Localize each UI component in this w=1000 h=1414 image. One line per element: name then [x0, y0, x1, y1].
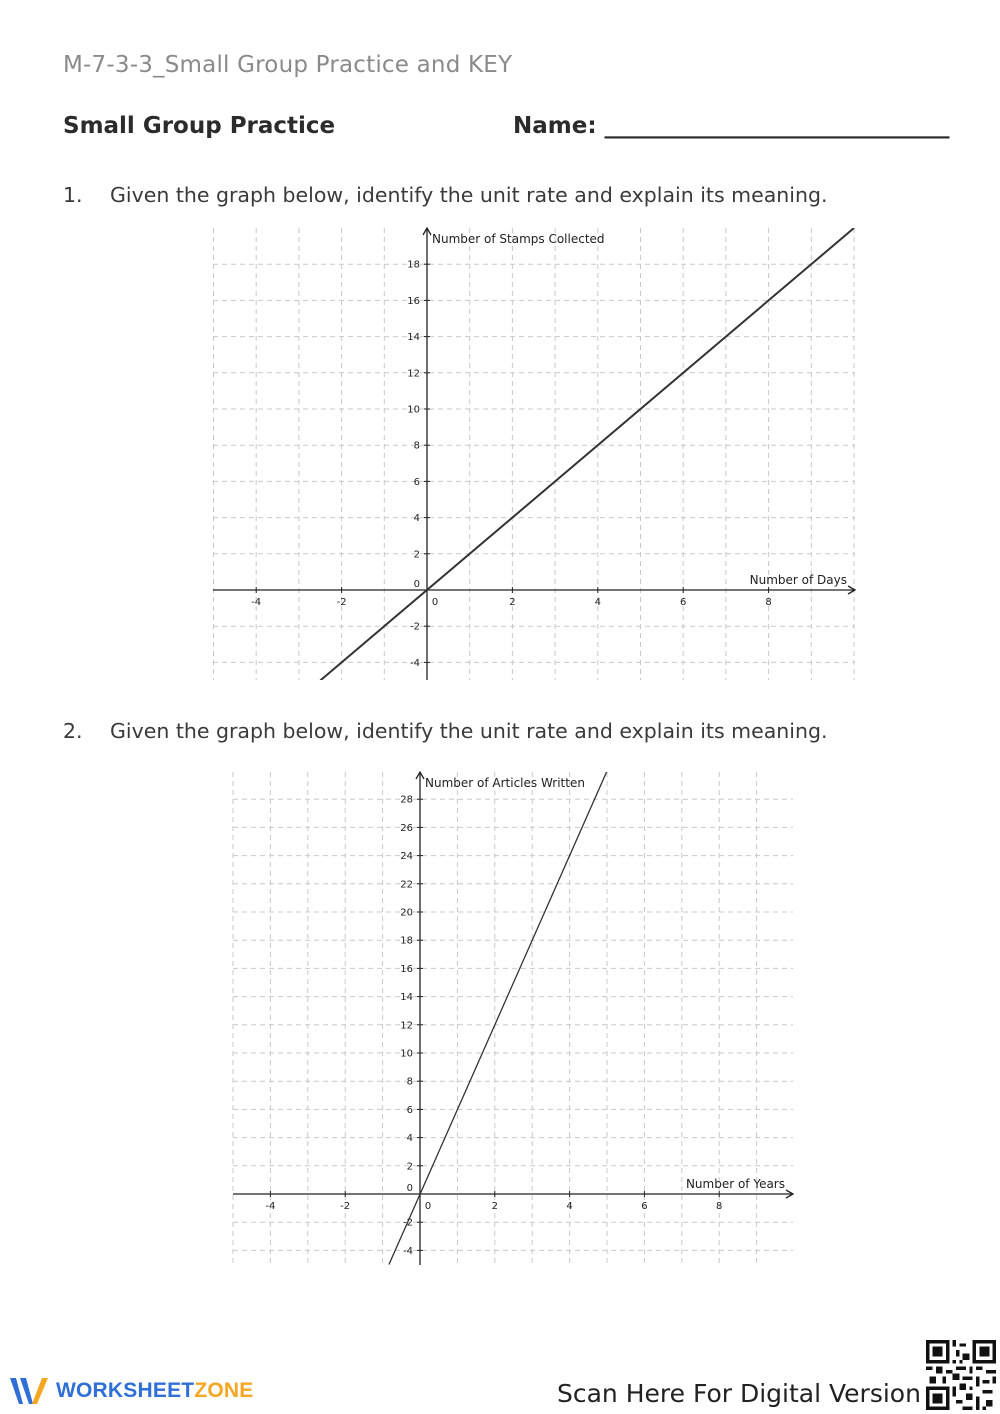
doc-id: M-7-3-3_Small Group Practice and KEY [63, 52, 513, 78]
y-tick-label: -2 [410, 621, 420, 633]
y-tick-label: -4 [410, 657, 420, 669]
y-axis-label: Number of Stamps Collected [432, 232, 605, 246]
grid [233, 772, 793, 1265]
y-tick-label: 4 [406, 1133, 413, 1145]
x-axis-label: Number of Days [749, 573, 847, 587]
y-tick-label: 12 [407, 368, 420, 380]
y-tick-label: 0 [406, 1183, 413, 1194]
data-line [389, 771, 607, 1265]
y-tick-label: 0 [413, 579, 420, 590]
x-tick-label: 2 [491, 1201, 498, 1212]
y-tick-label: 18 [400, 935, 413, 947]
scan-text: Scan Here For Digital Version [557, 1379, 921, 1408]
x-tick-label: 8 [716, 1201, 723, 1212]
y-tick-label: 6 [406, 1104, 413, 1116]
y-tick-label: 14 [400, 992, 413, 1004]
y-tick-label: 10 [407, 404, 420, 416]
x-tick-label: -2 [336, 597, 347, 608]
x-tick-label: -2 [340, 1201, 351, 1212]
y-tick-label: 8 [406, 1076, 413, 1088]
x-tick-label: -4 [265, 1201, 276, 1212]
logo-text-zone: ZONE [194, 1379, 254, 1402]
name-field: Name: ______________________________ [513, 113, 950, 139]
y-tick-label: 16 [400, 963, 413, 975]
y-tick-label: 8 [413, 440, 420, 452]
footer-logo [8, 1374, 253, 1408]
worksheetzone-w-logo-icon [8, 1374, 50, 1408]
x-axis-label: Number of Years [685, 1177, 785, 1191]
question-text: Given the graph below, identify the unit rate and explain its meaning. [110, 183, 828, 207]
x-tick-label: 8 [765, 597, 772, 608]
y-tick-label: 22 [400, 879, 413, 891]
question-number: 2. [63, 719, 83, 743]
y-tick-label: 24 [400, 851, 413, 863]
x-tick-label: 4 [594, 597, 601, 608]
y-tick-label: 20 [400, 907, 413, 919]
y-tick-label: 12 [400, 1020, 413, 1032]
y-tick-label: 4 [413, 513, 420, 525]
y-tick-label: 16 [407, 295, 420, 307]
y-tick-label: -2 [403, 1217, 413, 1229]
x-tick-label: 4 [566, 1201, 573, 1212]
y-axis-label: Number of Articles Written [425, 776, 585, 790]
y-tick-label: 14 [407, 332, 420, 344]
y-tick-label: 10 [400, 1048, 413, 1060]
page-heading: Small Group Practice [63, 113, 336, 139]
x-tick-label: 2 [509, 597, 516, 608]
y-tick-label: -4 [403, 1245, 413, 1257]
x-tick-label: -4 [251, 597, 262, 608]
qr-code-icon[interactable] [926, 1340, 996, 1410]
y-tick-label: 2 [406, 1161, 413, 1173]
x-tick-label: 0 [431, 597, 439, 608]
y-tick-label: 2 [413, 549, 420, 561]
x-tick-label: 6 [680, 597, 687, 608]
y-tick-label: 26 [400, 822, 413, 834]
y-tick-label: 6 [413, 476, 420, 488]
question-number: 1. [63, 183, 83, 207]
question-text: Given the graph below, identify the unit rate and explain its meaning. [110, 719, 828, 743]
logo-text-worksheet: WORKSHEET [56, 1379, 195, 1402]
x-tick-label: 0 [424, 1201, 432, 1212]
x-tick-label: 6 [641, 1201, 648, 1212]
y-tick-label: 18 [407, 259, 420, 271]
y-tick-label: 28 [400, 794, 413, 806]
